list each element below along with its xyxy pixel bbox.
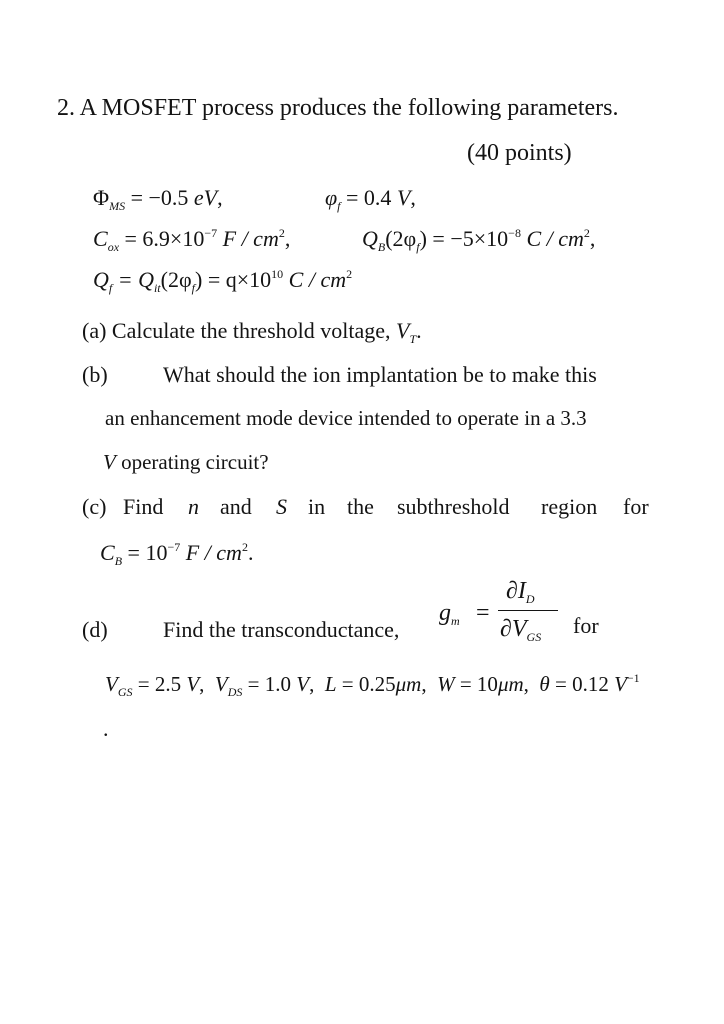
fraction-denominator: $\partial V_{GS}$ xyxy=(500,616,542,644)
part-d-text: Find the transconductance, xyxy=(163,617,400,642)
part-b-line2: an enhancement mode device intended to operate in a 3.3 xyxy=(105,406,587,430)
part-b-line1: What should the ion implantation be to make this xyxy=(163,362,597,387)
fraction-bar xyxy=(498,610,558,611)
part-c-for: for xyxy=(623,494,649,519)
part-c-find: Find xyxy=(123,494,164,519)
part-c-s: S xyxy=(276,494,287,519)
derivative-fraction xyxy=(498,578,564,658)
part-b-label: (b) xyxy=(82,362,108,387)
part-d-conditions: $V_{GS} = 2.5$ V, $V_{DS} = 1.0$ V, L = 0.25μm, W = 10μm, θ = 0.12 $V^{-1}$ xyxy=(105,671,640,699)
part-d-for: for xyxy=(573,613,599,638)
fraction-numerator: $\partial I_D$ xyxy=(506,578,535,606)
problem-title: 2. A MOSFET process produces the following parameters. xyxy=(57,95,619,121)
param-qb: $Q_B(2\varphi_f) = -5\times 10^{-8}$ C / $cm^2$, xyxy=(362,226,596,254)
points-label: (40 points) xyxy=(467,140,572,166)
part-c-region: region xyxy=(541,494,598,519)
part-c-in: in xyxy=(308,494,326,519)
param-cb: $C_B = 10^{-7}$ F / $cm^2$. xyxy=(100,540,254,568)
param-qf: $Q_f = Q_{it}(2\varphi_f) = q\times 10^{10}$ C / $cm^2$ xyxy=(93,267,353,295)
part-d-label: (d) xyxy=(82,617,108,642)
part-c-label: (c) xyxy=(82,494,107,519)
part-c-and: and xyxy=(220,494,252,519)
param-cox: $C_{ox} = 6.9\times 10^{-7}$ F / $cm^2$, xyxy=(93,226,291,254)
part-c-subthreshold: subthreshold xyxy=(397,494,510,519)
part-b-line3: V operating circuit? xyxy=(103,450,269,474)
trailing-dot: . xyxy=(103,716,109,741)
part-c-n: n xyxy=(188,494,199,519)
part-a: (a) Calculate the threshold voltage, $V_T$. xyxy=(82,318,422,346)
param-phi-ms: $\Phi_{MS} = -0.5$ eV, xyxy=(93,185,223,213)
equals-sign: = xyxy=(476,600,490,626)
part-c-the: the xyxy=(347,494,374,519)
gm-symbol: $g_m$ xyxy=(439,600,460,628)
param-phi-f: $\varphi_f = 0.4$ V, xyxy=(325,185,416,213)
